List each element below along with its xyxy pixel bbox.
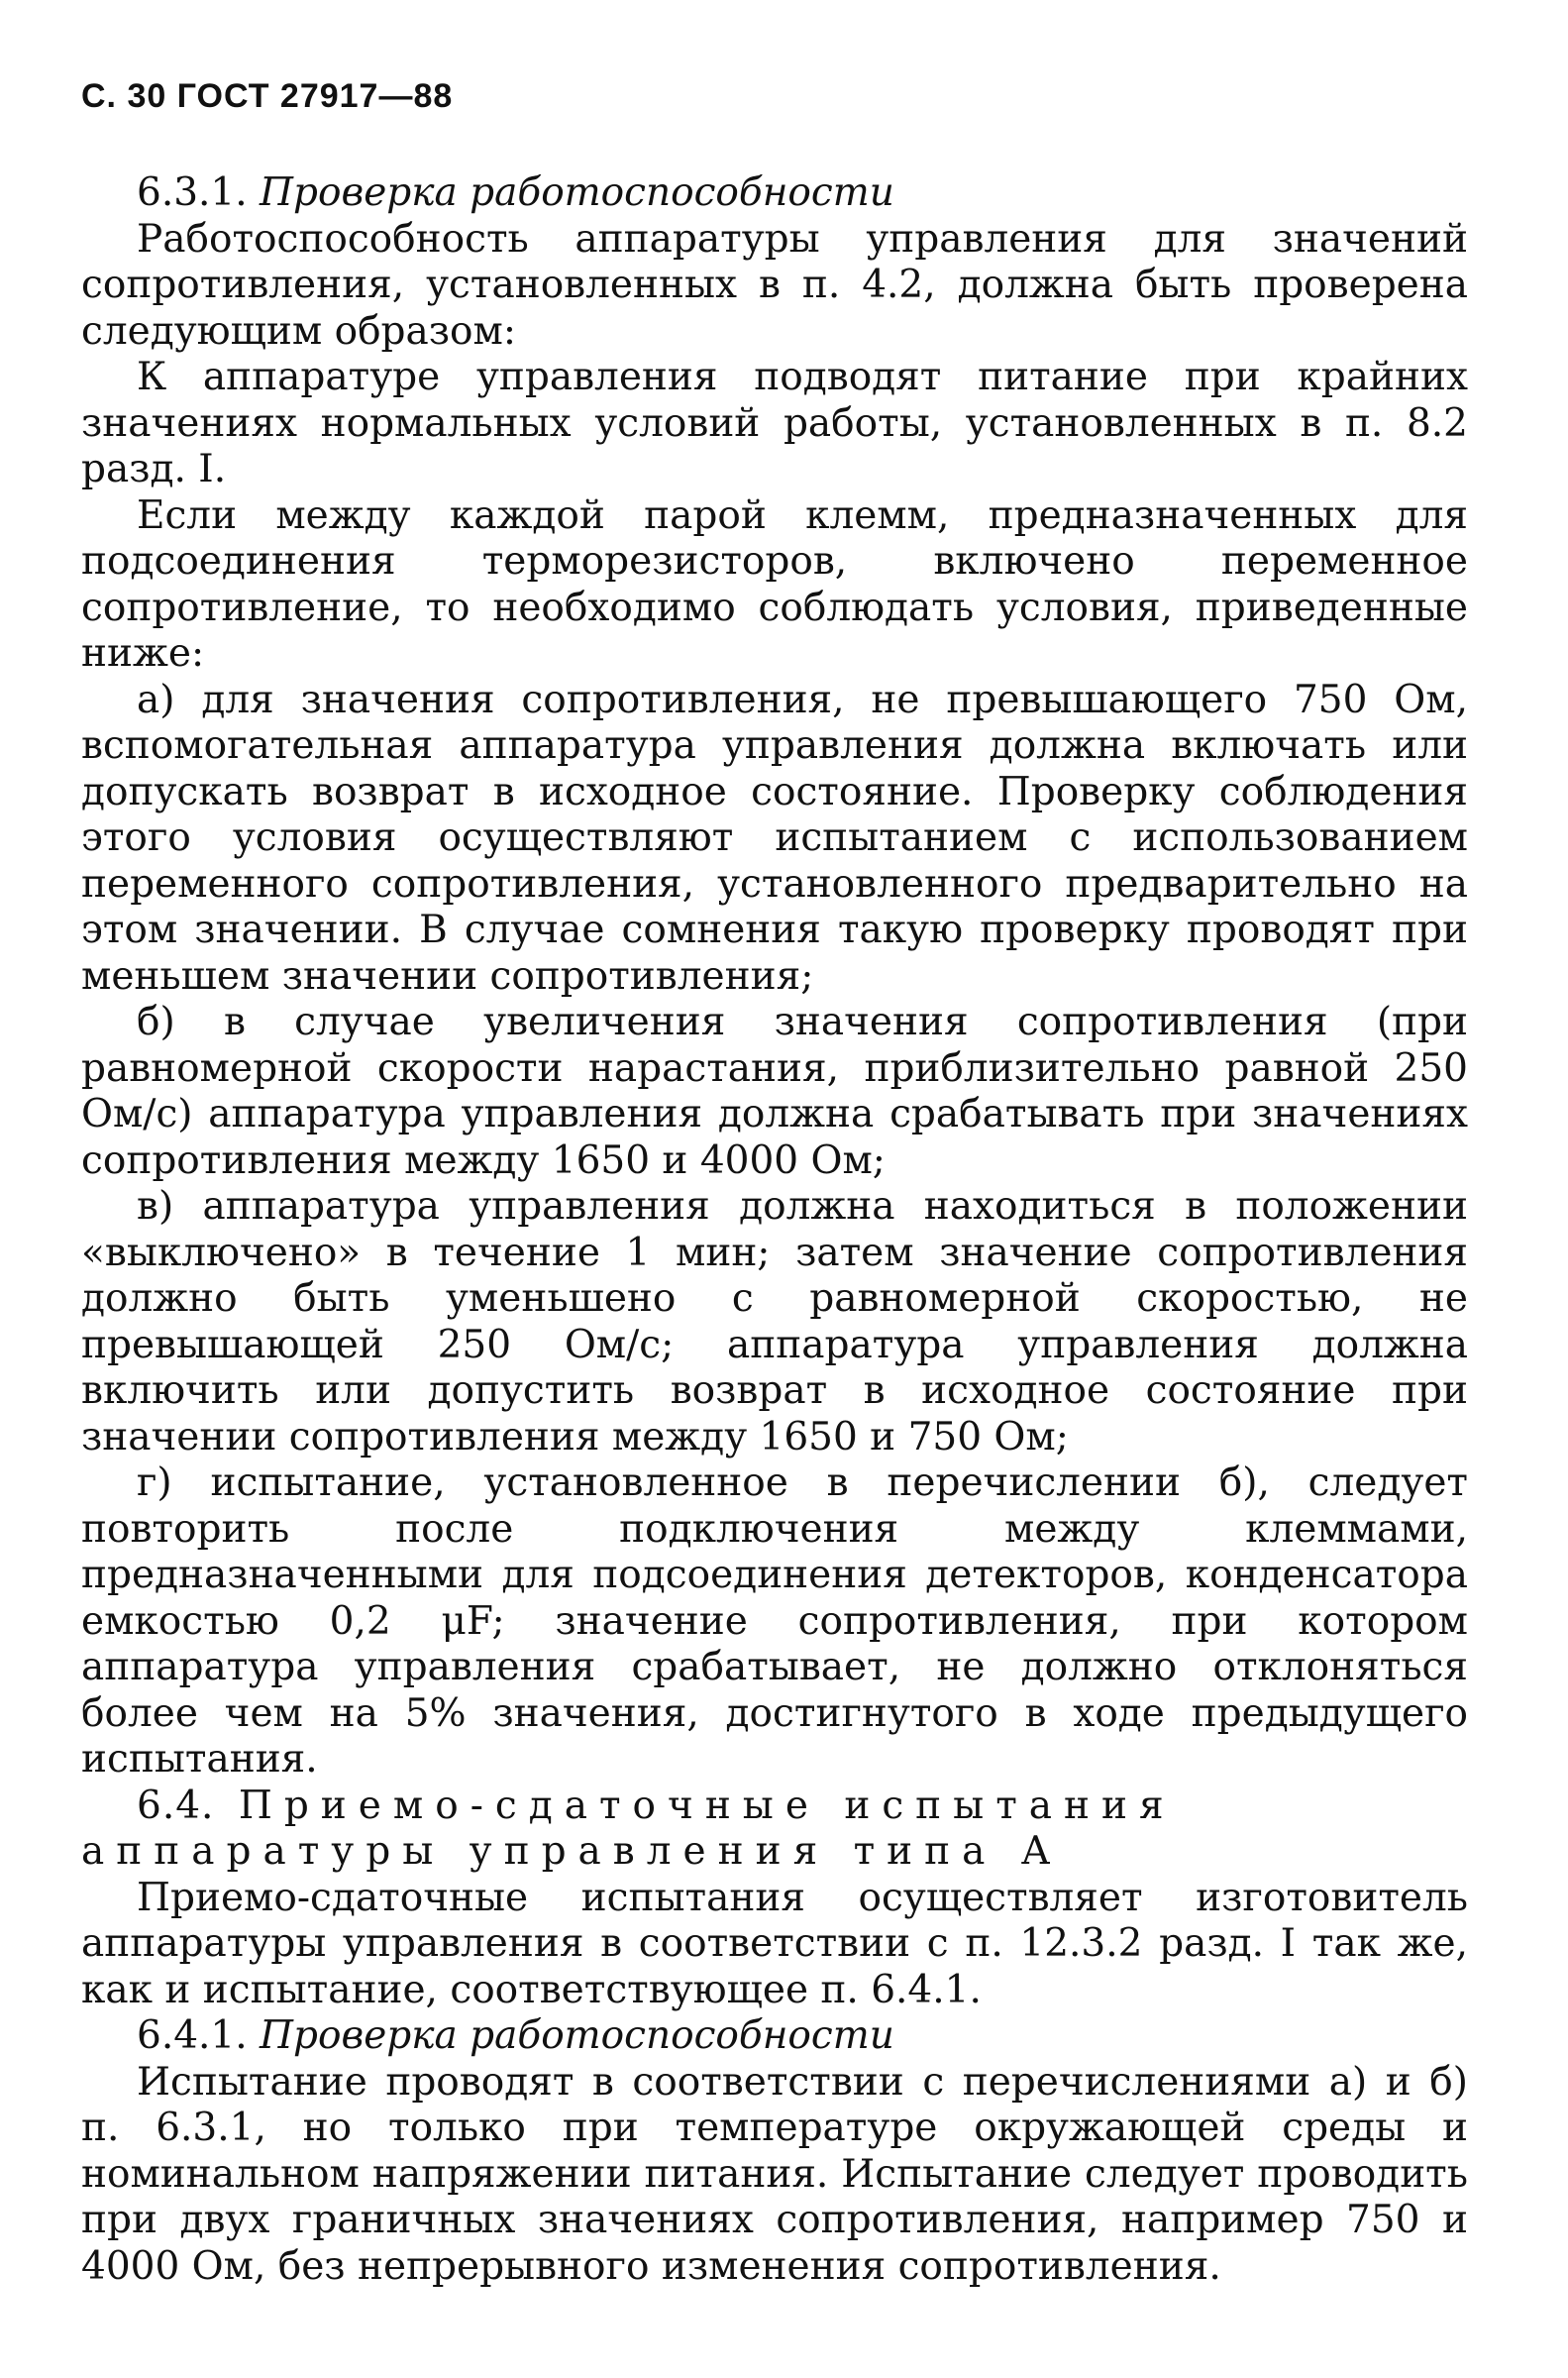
section-number: 6.4. [137,1783,215,1828]
paragraph: Если между каждой парой клемм, предназначенных для подсоединения терморезисторов, включено переменное сопротивление, то необходимо соблюдать условия, приведенные ниже: [81,492,1468,676]
paragraph: К аппаратуре управления подводят питание при крайних значениях нормальных условий работы, установленных в п. 8.2 разд. I. [81,355,1468,491]
section-number: 6.4.1. [137,2013,248,2058]
section-6-3-1-heading [81,170,1468,217]
section-title: Проверка работоспособности [260,170,894,215]
list-item-b: б) в случае увеличения значения сопротивления (при равномерной скорости нарастания, приблизительно равной 250 Ом/с) аппаратура управления должна срабатывать при значениях сопротивления между 1650 и 4000 Ом; [81,1000,1468,1183]
section-number: 6.3.1. [137,170,248,215]
list-item-g: г) испытание, установленное в перечислении б), следует повторить после подключения между клеммами, предназначенными для подсоединения детекторов, конденсатора емкостью 0,2 μF; значение сопротивления, при котором аппаратура управления срабатывает, не должно отклоняться более чем на 5% значения, достигнутого в ходе предыдущего испытания. [81,1460,1468,1782]
page-header: С. 30 ГОСТ 27917—88 [81,77,454,115]
paragraph: Работоспособность аппаратуры управления для значений сопротивления, установленных в п. 4.2, должна быть проверена следующим образом: [81,216,1468,354]
section-6-4-heading [81,1784,1468,1876]
list-item-v: в) аппаратура управления должна находиться в положении «выключено» в течение 1 мин; затем значение сопротивления должно быть уменьшено с равномерной скоростью, не превышающей 250 Ом/с; аппаратура управления должна включить или допустить возврат в исходное состояние при значении сопротивления между 1650 и 750 Ом; [81,1184,1468,1459]
document-body [81,170,1468,2290]
section-6-4-1-heading [81,2013,1468,2060]
paragraph: Приемо-сдаточные испытания осуществляет изготовитель аппаратуры управления в соответствии с п. 12.3.2 разд. I так же, как и испытание, соответствующее п. 6.4.1. [81,1875,1468,2012]
paragraph: Испытание проводят в соответствии с перечислениями а) и б) п. 6.3.1, но только при температуре окружающей среды и номинальном напряжении питания. Испытание следует проводить при двух граничных значениях сопротивления, например 750 и 4000 Ом, без непрерывного изменения сопротивления. [81,2059,1468,2289]
list-item-a: а) для значения сопротивления, не превышающего 750 Ом, вспомогательная аппаратура управления должна включать или допускать возврат в исходное состояние. Проверку соблюдения этого условия осуществляют испытанием с использованием переменного сопротивления, установленного предварительно на этом значении. В случае сомнения такую проверку проводят при меньшем значении сопротивления; [81,677,1468,999]
section-title: Проверка работоспособности [260,2013,894,2058]
section-title: Приемо-сдаточные испытания аппаратуры управления типа А [81,1783,1176,1874]
